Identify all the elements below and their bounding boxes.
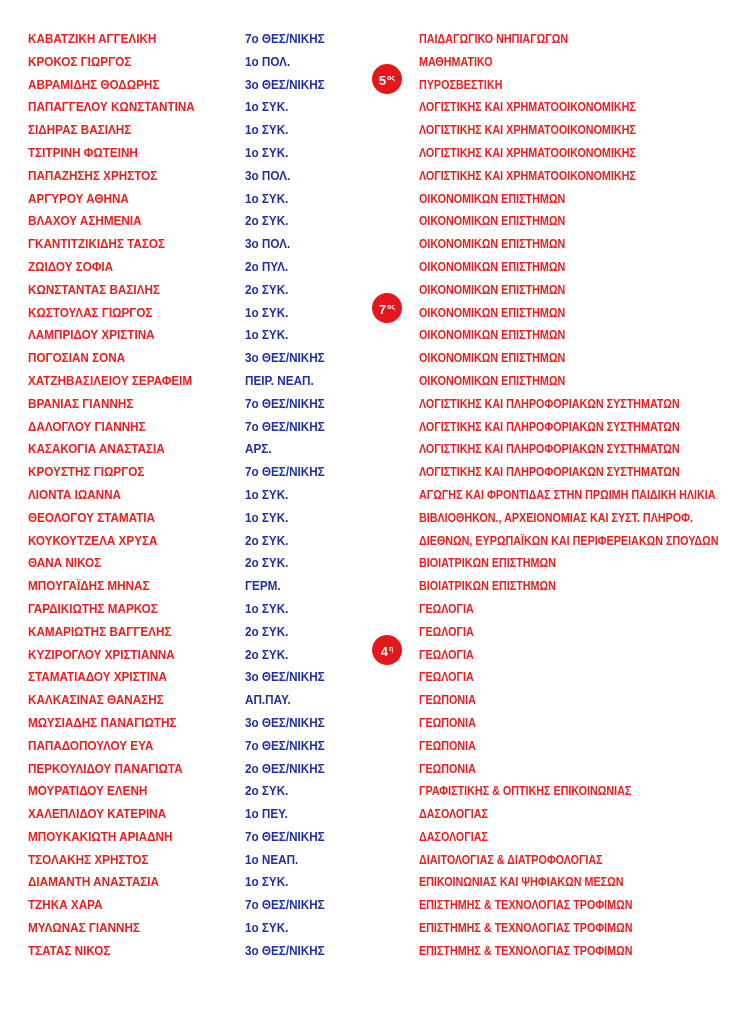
department-name: ΕΠΙΚΟΙΝΩΝΙΑΣ ΚΑΙ ΨΗΦΙΑΚΩΝ ΜΕΣΩΝ [419, 875, 624, 890]
school-name: 1ο ΣΥΚ. [245, 144, 289, 160]
student-name: ΒΡΑΝΙΑΣ ΓΙΑΝΝΗΣ [28, 395, 134, 411]
department-name: ΓΕΩΠΟΝΙΑ [419, 761, 476, 776]
school-name: 7ο ΘΕΣ/ΝΙΚΗΣ [245, 828, 325, 844]
school-name: 7ο ΘΕΣ/ΝΙΚΗΣ [245, 897, 325, 913]
list-item [0, 370, 751, 393]
list-item [0, 507, 751, 530]
school-name: 1ο ΠΕΥ. [245, 806, 288, 822]
student-name: ΓΑΡΔΙΚΙΩΤΗΣ ΜΑΡΚΟΣ [28, 600, 158, 616]
student-name: ΠΑΠΑΔΟΠΟΥΛΟΥ ΕΥΑ [28, 737, 154, 753]
department-name: ΕΠΙΣΤΗΜΗΣ & ΤΕΧΝΟΛΟΓΙΑΣ ΤΡΟΦΙΜΩΝ [419, 943, 633, 958]
student-name: ΑΒΡΑΜΙΔΗΣ ΘΟΔΩΡΗΣ [28, 76, 160, 92]
list-item [0, 758, 751, 781]
school-name: 2ο ΣΥΚ. [245, 532, 289, 548]
school-name: 2ο ΘΕΣ/ΝΙΚΗΣ [245, 760, 325, 776]
student-name: ΚΥΖΙΡΟΓΛΟΥ ΧΡΙΣΤΙΑΝΝΑ [28, 646, 175, 662]
list-item [0, 416, 751, 439]
list-item [0, 575, 751, 598]
department-name: ΟΙΚΟΝΟΜΙΚΩΝ ΕΠΙΣΤΗΜΩΝ [419, 191, 566, 206]
department-name: ΟΙΚΟΝΟΜΙΚΩΝ ΕΠΙΣΤΗΜΩΝ [419, 282, 566, 297]
department-name: ΓΕΩΛΟΓΙΑ [419, 624, 474, 639]
school-name: 1ο ΣΥΚ. [245, 122, 289, 138]
student-name: ΚΡΟΥΣΤΗΣ ΓΙΩΡΓΟΣ [28, 464, 145, 480]
list-item [0, 666, 751, 689]
school-name: 2ο ΣΥΚ. [245, 281, 289, 297]
list-item [0, 188, 751, 211]
student-name: ΠΕΡΚΟΥΛΙΔΟΥ ΠΑΝΑΓΙΩΤΑ [28, 760, 183, 776]
department-name: ΑΓΩΓΗΣ ΚΑΙ ΦΡΟΝΤΙΔΑΣ ΣΤΗΝ ΠΡΩΙΜΗ ΠΑΙΔΙΚΗ ΗΛΙΚΙΑ [419, 487, 716, 502]
student-name: ΤΣΑΤΑΣ ΝΙΚΟΣ [28, 942, 111, 958]
list-item [0, 552, 751, 575]
department-name: ΛΟΓΙΣΤΙΚΗΣ ΚΑΙ ΠΛΗΡΟΦΟΡΙΑΚΩΝ ΣΥΣΤΗΜΑΤΩΝ [419, 442, 680, 457]
school-name: 1ο ΣΥΚ. [245, 600, 289, 616]
school-name: 3ο ΘΕΣ/ΝΙΚΗΣ [245, 350, 325, 366]
student-name: ΤΣΟΛΑΚΗΣ ΧΡΗΣΤΟΣ [28, 851, 149, 867]
department-name: ΟΙΚΟΝΟΜΙΚΩΝ ΕΠΙΣΤΗΜΩΝ [419, 259, 566, 274]
department-name: ΕΠΙΣΤΗΜΗΣ & ΤΕΧΝΟΛΟΓΙΑΣ ΤΡΟΦΙΜΩΝ [419, 921, 633, 936]
student-name: ΜΥΛΩΝΑΣ ΓΙΑΝΝΗΣ [28, 920, 140, 936]
school-name: 3ο ΘΕΣ/ΝΙΚΗΣ [245, 714, 325, 730]
student-name: ΓΚΑΝΤΙΤΖΙΚΙΔΗΣ ΤΑΣΟΣ [28, 236, 166, 252]
student-name: ΧΑΛΕΠΛΙΔΟΥ ΚΑΤΕΡΙΝΑ [28, 806, 167, 822]
student-name: ΛΙΟΝΤΑ ΙΩΑΝΝΑ [28, 486, 122, 502]
list-item [0, 917, 751, 940]
department-name: ΛΟΓΙΣΤΙΚΗΣ ΚΑΙ ΧΡΗΜΑΤΟΟΙΚΟΝΟΜΙΚΗΣ [419, 123, 636, 138]
list-item [0, 142, 751, 165]
school-name: 3ο ΠΟΛ. [245, 167, 291, 183]
results-list [0, 28, 751, 963]
student-name: ΜΩΥΣΙΑΔΗΣ ΠΑΝΑΓΙΩΤΗΣ [28, 714, 177, 730]
department-name: ΟΙΚΟΝΟΜΙΚΩΝ ΕΠΙΣΤΗΜΩΝ [419, 373, 566, 388]
list-item [0, 484, 751, 507]
list-item [0, 826, 751, 849]
student-name: ΑΡΓΥΡΟΥ ΑΘΗΝΑ [28, 190, 129, 206]
list-item [0, 347, 751, 370]
student-name: ΠΟΓΟΣΙΑΝ ΣΟΝΑ [28, 350, 126, 366]
student-name: ΜΟΥΡΑΤΙΔΟΥ ΕΛΕΝΗ [28, 783, 148, 799]
student-name: ΠΑΠΑΓΓΕΛΟΥ ΚΩΝΣΤΑΝΤΙΝΑ [28, 99, 195, 115]
department-name: ΛΟΓΙΣΤΙΚΗΣ ΚΑΙ ΧΡΗΜΑΤΟΟΙΚΟΝΟΜΙΚΗΣ [419, 100, 636, 115]
school-name: 1ο ΠΟΛ. [245, 53, 291, 69]
department-name: ΕΠΙΣΤΗΜΗΣ & ΤΕΧΝΟΛΟΓΙΑΣ ΤΡΟΦΙΜΩΝ [419, 898, 633, 913]
school-name: 2ο ΠΥΛ. [245, 258, 289, 274]
department-name: ΔΙΕΘΝΩΝ, ΕΥΡΩΠΑΪΚΩΝ ΚΑΙ ΠΕΡΙΦΕΡΕΙΑΚΩΝ ΣΠΟΥΔΩΝ [419, 533, 719, 548]
rank-badge-number: 7 [378, 302, 387, 317]
student-name: ΘΑΝΑ ΝΙΚΟΣ [28, 555, 102, 571]
list-item [0, 256, 751, 279]
student-name: ΣΤΑΜΑΤΙΑΔΟΥ ΧΡΙΣΤΙΝΑ [28, 669, 167, 685]
school-name: 3ο ΘΕΣ/ΝΙΚΗΣ [245, 942, 325, 958]
list-item [0, 712, 751, 735]
school-name: ΠΕΙΡ. ΝΕΑΠ. [245, 372, 314, 388]
list-item [0, 940, 751, 963]
school-name: 2ο ΣΥΚ. [245, 783, 289, 799]
student-name: ΚΑΛΚΑΣΙΝΑΣ ΘΑΝΑΣΗΣ [28, 692, 164, 708]
list-item [0, 393, 751, 416]
department-name: ΟΙΚΟΝΟΜΙΚΩΝ ΕΠΙΣΤΗΜΩΝ [419, 328, 566, 343]
department-name: ΓΕΩΠΟΝΙΑ [419, 715, 476, 730]
department-name: ΓΕΩΛΟΓΙΑ [419, 670, 474, 685]
school-name: 7ο ΘΕΣ/ΝΙΚΗΣ [245, 31, 325, 46]
school-name: 1ο ΣΥΚ. [245, 486, 289, 502]
list-item [0, 735, 751, 758]
school-name: ΑΡΣ. [245, 441, 272, 457]
student-name: ΒΛΑΧΟΥ ΑΣΗΜΕΝΙΑ [28, 213, 142, 229]
student-name: ΚΩΝΣΤΑΝΤΑΣ ΒΑΣΙΛΗΣ [28, 281, 160, 297]
department-name: ΔΑΣΟΛΟΓΙΑΣ [419, 829, 488, 844]
school-name: 1ο ΣΥΚ. [245, 874, 289, 890]
student-name: ΧΑΤΖΗΒΑΣΙΛΕΙΟΥ ΣΕΡΑΦΕΙΜ [28, 372, 193, 388]
list-item [0, 871, 751, 894]
student-name: ΘΕΟΛΟΓΟΥ ΣΤΑΜΑΤΙΑ [28, 509, 155, 525]
department-name: ΜΑΘΗΜΑΤΙΚΟ [419, 54, 493, 69]
department-name: ΓΕΩΛΟΓΙΑ [419, 647, 474, 662]
list-item [0, 324, 751, 347]
rank-badge-number: 5 [378, 73, 387, 88]
list-item [0, 689, 751, 712]
student-name: ΜΠΟΥΚΑΚΙΩΤΗ ΑΡΙΑΔΝΗ [28, 828, 173, 844]
student-name: ΜΠΟΥΓΑΪΔΗΣ ΜΗΝΑΣ [28, 578, 150, 594]
list-item [0, 165, 751, 188]
department-name: ΓΕΩΠΟΝΙΑ [419, 693, 476, 708]
department-name: ΛΟΓΙΣΤΙΚΗΣ ΚΑΙ ΠΛΗΡΟΦΟΡΙΑΚΩΝ ΣΥΣΤΗΜΑΤΩΝ [419, 465, 680, 480]
list-item [0, 803, 751, 826]
rank-badge-number: 4 [380, 644, 388, 659]
student-name: ΖΩΙΔΟΥ ΣΟΦΙΑ [28, 258, 114, 274]
list-item [0, 530, 751, 553]
school-name: ΓΕΡΜ. [245, 578, 281, 594]
department-name: ΠΑΙΔΑΓΩΓΙΚΟ ΝΗΠΙΑΓΩΓΩΝ [419, 32, 569, 46]
student-name: ΔΑΛΟΓΛΟΥ ΓΙΑΝΝΗΣ [28, 418, 146, 434]
school-name: 1ο ΣΥΚ. [245, 99, 289, 115]
student-name: ΚΑΜΑΡΙΩΤΗΣ ΒΑΓΓΕΛΗΣ [28, 623, 172, 639]
department-name: ΛΟΓΙΣΤΙΚΗΣ ΚΑΙ ΠΛΗΡΟΦΟΡΙΑΚΩΝ ΣΥΣΤΗΜΑΤΩΝ [419, 396, 680, 411]
list-item [0, 119, 751, 142]
school-name: 7ο ΘΕΣ/ΝΙΚΗΣ [245, 464, 325, 480]
school-name: 3ο ΘΕΣ/ΝΙΚΗΣ [245, 76, 325, 92]
school-name: ΑΠ.ΠΑΥ. [245, 692, 291, 708]
department-name: ΔΑΣΟΛΟΓΙΑΣ [419, 807, 488, 822]
department-name: ΓΡΑΦΙΣΤΙΚΗΣ & ΟΠΤΙΚΗΣ ΕΠΙΚΟΙΝΩΝΙΑΣ [419, 784, 632, 799]
school-name: 1ο ΣΥΚ. [245, 304, 289, 320]
rank-badge-suffix: ος [387, 75, 396, 82]
school-name: 2ο ΣΥΚ. [245, 623, 289, 639]
student-name: ΚΩΣΤΟΥΛΑΣ ΓΙΩΡΓΟΣ [28, 304, 153, 320]
list-item [0, 96, 751, 119]
rank-badge-5th [372, 64, 402, 94]
department-name: ΒΙΟΙΑΤΡΙΚΩΝ ΕΠΙΣΤΗΜΩΝ [419, 579, 556, 594]
student-name: ΚΑΒΑΤΖΙΚΗ ΑΓΓΕΛΙΚΗ [28, 31, 157, 46]
department-name: ΔΙΑΙΤΟΛΟΓΙΑΣ & ΔΙΑΤΡΟΦΟΛΟΓΙΑΣ [419, 852, 603, 867]
school-name: 3ο ΠΟΛ. [245, 236, 291, 252]
school-name: 1ο ΣΥΚ. [245, 509, 289, 525]
department-name: ΛΟΓΙΣΤΙΚΗΣ ΚΑΙ ΧΡΗΜΑΤΟΟΙΚΟΝΟΜΙΚΗΣ [419, 145, 636, 160]
rank-badge-suffix: η [388, 646, 394, 653]
student-name: ΔΙΑΜΑΝΤΗ ΑΝΑΣΤΑΣΙΑ [28, 874, 159, 890]
school-name: 3ο ΘΕΣ/ΝΙΚΗΣ [245, 669, 325, 685]
department-name: ΟΙΚΟΝΟΜΙΚΩΝ ΕΠΙΣΤΗΜΩΝ [419, 214, 566, 229]
list-item [0, 780, 751, 803]
department-name: ΒΙΒΛΙΟΘΗΚΟΝ., ΑΡΧΕΙΟΝΟΜΙΑΣ ΚΑΙ ΣΥΣΤ. ΠΛΗΡΟΦ. [419, 510, 693, 525]
student-name: ΚΟΥΚΟΥΤΖΕΛΑ ΧΡΥΣΑ [28, 532, 158, 548]
list-item [0, 461, 751, 484]
list-item [0, 28, 751, 51]
school-name: 2ο ΣΥΚ. [245, 555, 289, 571]
rank-badge-7th [372, 293, 402, 323]
department-name: ΓΕΩΛΟΓΙΑ [419, 601, 474, 616]
student-name: ΠΑΠΑΖΗΣΗΣ ΧΡΗΣΤΟΣ [28, 167, 158, 183]
department-name: ΟΙΚΟΝΟΜΙΚΩΝ ΕΠΙΣΤΗΜΩΝ [419, 237, 566, 252]
school-name: 1ο ΣΥΚ. [245, 327, 289, 343]
school-name: 2ο ΣΥΚ. [245, 646, 289, 662]
student-name: ΚΑΣΑΚΟΓΙΑ ΑΝΑΣΤΑΣΙΑ [28, 441, 165, 457]
department-name: ΒΙΟΙΑΤΡΙΚΩΝ ΕΠΙΣΤΗΜΩΝ [419, 556, 556, 571]
rank-badge-suffix: ος [387, 304, 396, 311]
department-name: ΠΥΡΟΣΒΕΣΤΙΚΗ [419, 77, 503, 92]
school-name: 7ο ΘΕΣ/ΝΙΚΗΣ [245, 395, 325, 411]
list-item [0, 438, 751, 461]
department-name: ΓΕΩΠΟΝΙΑ [419, 738, 476, 753]
school-name: 1ο ΣΥΚ. [245, 920, 289, 936]
school-name: 1ο ΣΥΚ. [245, 190, 289, 206]
student-name: ΤΣΙΤΡΙΝΗ ΦΩΤΕΙΝΗ [28, 144, 138, 160]
student-name: ΤΖΗΚΑ ΧΑΡΑ [28, 897, 103, 913]
list-item [0, 233, 751, 256]
student-name: ΣΙΔΗΡΑΣ ΒΑΣΙΛΗΣ [28, 122, 132, 138]
department-name: ΛΟΓΙΣΤΙΚΗΣ ΚΑΙ ΧΡΗΜΑΤΟΟΙΚΟΝΟΜΙΚΗΣ [419, 168, 636, 183]
list-item [0, 598, 751, 621]
list-item [0, 849, 751, 872]
rank-badge-4th [372, 635, 402, 665]
department-name: ΛΟΓΙΣΤΙΚΗΣ ΚΑΙ ΠΛΗΡΟΦΟΡΙΑΚΩΝ ΣΥΣΤΗΜΑΤΩΝ [419, 419, 680, 434]
school-name: 1ο ΝΕΑΠ. [245, 851, 299, 867]
department-name: ΟΙΚΟΝΟΜΙΚΩΝ ΕΠΙΣΤΗΜΩΝ [419, 351, 566, 366]
school-name: 7ο ΘΕΣ/ΝΙΚΗΣ [245, 737, 325, 753]
department-name: ΟΙΚΟΝΟΜΙΚΩΝ ΕΠΙΣΤΗΜΩΝ [419, 305, 566, 320]
list-item [0, 894, 751, 917]
student-name: ΛΑΜΠΡΙΔΟΥ ΧΡΙΣΤΙΝΑ [28, 327, 155, 343]
list-item [0, 210, 751, 233]
school-name: 7ο ΘΕΣ/ΝΙΚΗΣ [245, 418, 325, 434]
school-name: 2ο ΣΥΚ. [245, 213, 289, 229]
student-name: ΚΡΟΚΟΣ ΓΙΩΡΓΟΣ [28, 53, 132, 69]
